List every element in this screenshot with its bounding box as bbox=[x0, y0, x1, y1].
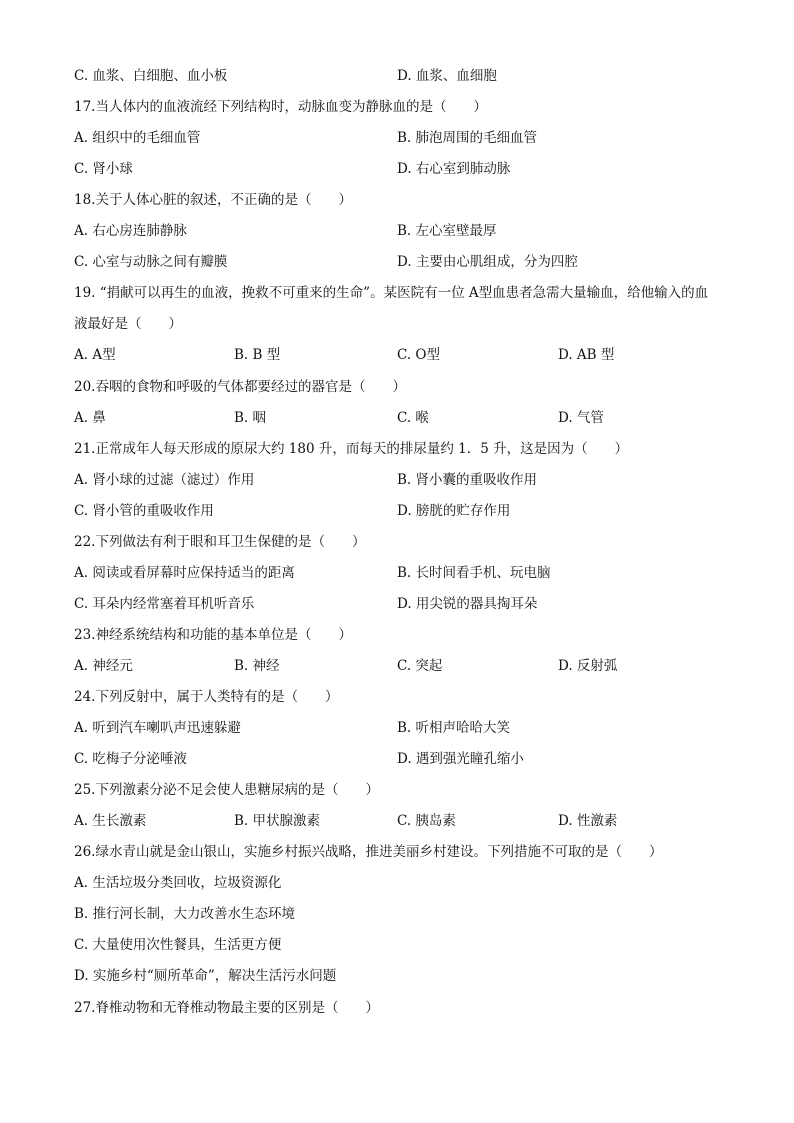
answer-option: C. 吃梅子分泌唾液 bbox=[74, 751, 187, 767]
option-row bbox=[74, 220, 734, 242]
answer-option: D. AB 型 bbox=[558, 347, 615, 363]
answer-option: B. 神经 bbox=[234, 658, 280, 674]
answer-option: C. 心室与动脉之间有瓣膜 bbox=[74, 254, 228, 270]
answer-option: A. 生长激素 bbox=[74, 813, 147, 829]
answer-option: B. B 型 bbox=[234, 347, 281, 363]
answer-option: D. 气管 bbox=[558, 410, 604, 426]
answer-option: A. 阅读或看屏幕时应保持适当的距离 bbox=[74, 565, 295, 581]
option-row bbox=[74, 717, 734, 739]
answer-option: C. 肾小管的重吸收作用 bbox=[74, 503, 214, 519]
option-row bbox=[74, 251, 734, 273]
question-line: 17.当人体内的血液流经下列结构时，动脉血变为静脉血的是（ ） bbox=[74, 99, 487, 115]
answer-option: D. 用尖锐的器具掏耳朵 bbox=[397, 596, 538, 612]
answer-option: C. 突起 bbox=[397, 658, 443, 674]
answer-option: D. 血浆、血细胞 bbox=[397, 68, 497, 84]
option-row bbox=[74, 593, 734, 615]
answer-option: A. 右心房连肺静脉 bbox=[74, 223, 187, 239]
answer-option: D. 膀胱的贮存作用 bbox=[397, 503, 511, 519]
answer-option: C. O型 bbox=[397, 347, 440, 363]
answer-option: A. 听到汽车喇叭声迅速躲避 bbox=[74, 720, 241, 736]
option-row bbox=[74, 344, 734, 366]
answer-option: C. 血浆、白细胞、血小板 bbox=[74, 68, 228, 84]
answer-option: A. 组织中的毛细血管 bbox=[74, 130, 201, 146]
option-row bbox=[74, 127, 734, 149]
question-line: 19. “捐献可以再生的血液，挽救不可重来的生命”。某医院有一位 A型血患者急需大量输血，给他输入的血 bbox=[74, 285, 709, 301]
answer-option: D. 性激素 bbox=[558, 813, 618, 829]
question-line: 液最好是（ ） bbox=[74, 316, 182, 332]
option-row bbox=[74, 407, 734, 429]
question-line: 23.神经系统结构和功能的基本单位是（ ） bbox=[74, 627, 352, 643]
answer-option: C. 喉 bbox=[397, 410, 429, 426]
question-line: 21.正常成年人每天形成的原尿大约 180 升，而每天的排尿量约 1．5 升，这是因为（ ） bbox=[74, 441, 629, 457]
question-line: B. 推行河长制，大力改善水生态环境 bbox=[74, 906, 296, 922]
option-row bbox=[74, 158, 734, 180]
question-line: 22.下列做法有利于眼和耳卫生保健的是（ ） bbox=[74, 534, 366, 550]
answer-option: C. 胰岛素 bbox=[397, 813, 456, 829]
answer-option: B. 肾小囊的重吸收作用 bbox=[397, 472, 538, 488]
question-line: 20.吞咽的食物和呼吸的气体都要经过的器官是（ ） bbox=[74, 379, 406, 395]
question-line: 26.绿水青山就是金山银山，实施乡村振兴战略，推进美丽乡村建设。下列措施不可取的是（ ） bbox=[74, 844, 663, 860]
answer-option: D. 右心室到肺动脉 bbox=[397, 161, 511, 177]
answer-option: B. 肺泡周围的毛细血管 bbox=[397, 130, 538, 146]
question-line: 24.下列反射中，属于人类特有的是（ ） bbox=[74, 689, 339, 705]
answer-option: D. 反射弧 bbox=[558, 658, 618, 674]
option-row bbox=[74, 748, 734, 770]
answer-option: B. 咽 bbox=[234, 410, 267, 426]
option-row bbox=[74, 655, 734, 677]
question-line: 25.下列激素分泌不足会使人患糖尿病的是（ ） bbox=[74, 782, 379, 798]
question-line: 18.关于人体心脏的叙述，不正确的是（ ） bbox=[74, 192, 352, 208]
answer-option: A. A型 bbox=[74, 347, 116, 363]
answer-option: C. 耳朵内经常塞着耳机听音乐 bbox=[74, 596, 255, 612]
option-row bbox=[74, 810, 734, 832]
option-row bbox=[74, 65, 734, 87]
option-row bbox=[74, 469, 734, 491]
answer-option: D. 遇到强光瞳孔缩小 bbox=[397, 751, 524, 767]
answer-option: B. 甲状腺激素 bbox=[234, 813, 321, 829]
answer-option: B. 听相声哈哈大笑 bbox=[397, 720, 511, 736]
answer-option: C. 肾小球 bbox=[74, 161, 133, 177]
question-line: C. 大量使用次性餐具，生活更方便 bbox=[74, 937, 282, 953]
option-row bbox=[74, 562, 734, 584]
question-line: D. 实施乡村“厕所革命”，解决生活污水问题 bbox=[74, 968, 337, 984]
answer-option: D. 主要由心肌组成，分为四腔 bbox=[397, 254, 578, 270]
answer-option: B. 左心室壁最厚 bbox=[397, 223, 497, 239]
option-row bbox=[74, 500, 734, 522]
answer-option: A. 神经元 bbox=[74, 658, 133, 674]
answer-option: A. 鼻 bbox=[74, 410, 106, 426]
answer-option: A. 肾小球的过滤（滤过）作用 bbox=[74, 472, 255, 488]
answer-option: B. 长时间看手机、玩电脑 bbox=[397, 565, 551, 581]
question-line: A. 生活垃圾分类回收，垃圾资源化 bbox=[74, 875, 282, 891]
question-line: 27.脊椎动物和无脊椎动物最主要的区别是（ ） bbox=[74, 1000, 379, 1016]
